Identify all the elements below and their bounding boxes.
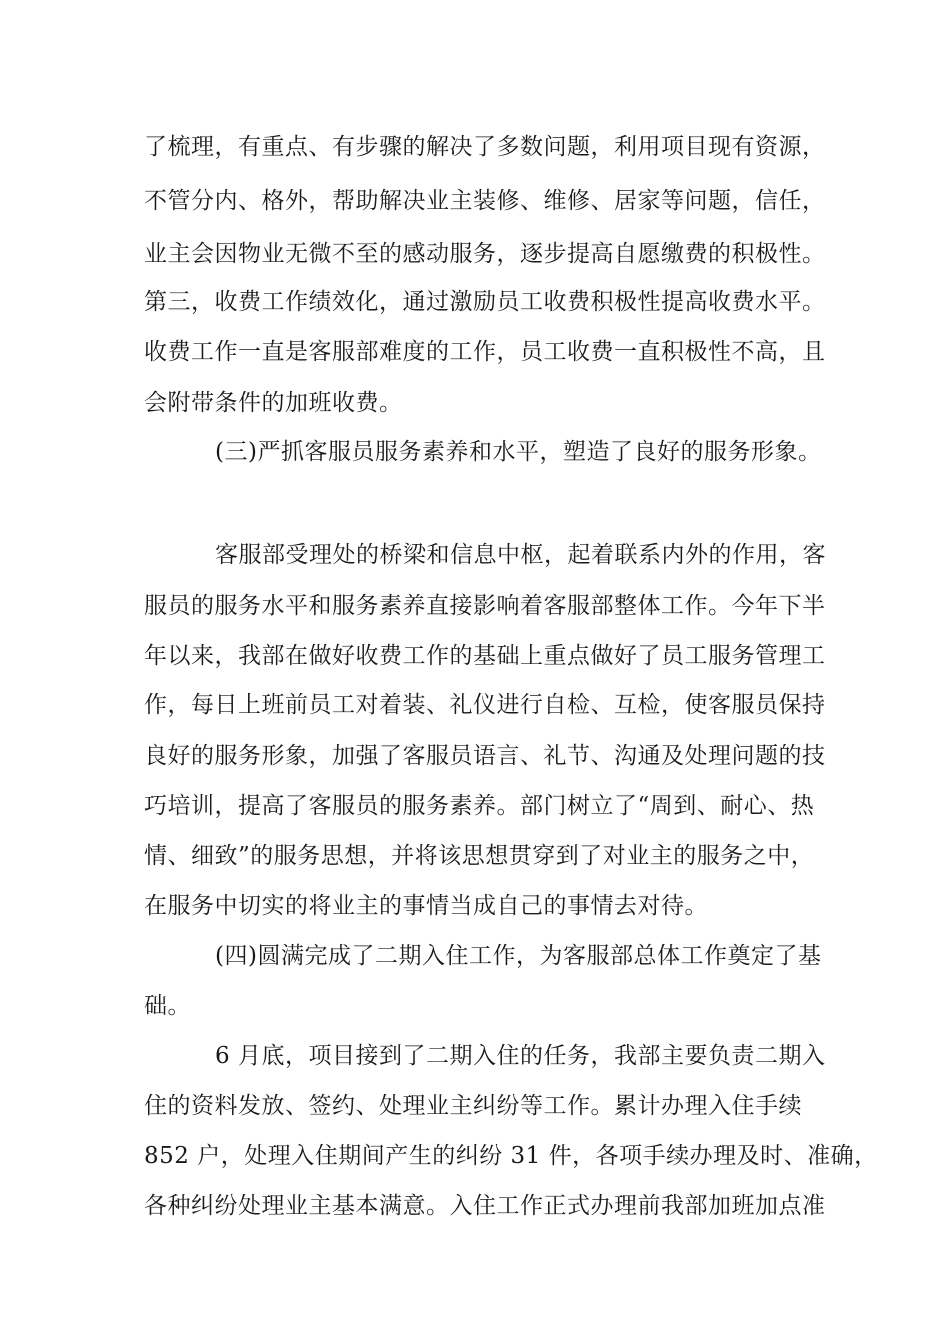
- paragraph-line: 不管分内、格外，帮助解决业主装修、维修、居家等问题，信任，: [144, 188, 826, 214]
- paragraph-line: 良好的服务形象，加强了客服员语言、礼节、沟通及处理问题的技: [144, 743, 826, 769]
- paragraph-line: 收费工作一直是客服部难度的工作，员工收费一直积极性不高，且: [144, 339, 826, 365]
- paragraph-line: 业主会因物业无微不至的感动服务，逐步提高自愿缴费的积极性。: [144, 241, 826, 267]
- paragraph-line: 情、细致”的服务思想，并将该思想贯穿到了对业主的服务之中，: [144, 843, 815, 869]
- paragraph-line: 作，每日上班前员工对着装、礼仪进行自检、互检，使客服员保持: [144, 692, 826, 718]
- paragraph-line: 各种纠纷处理业主基本满意。入住工作正式办理前我部加班加点准: [144, 1193, 826, 1219]
- paragraph-line: 会附带条件的加班收费。: [144, 390, 403, 416]
- paragraph-line: 第三，收费工作绩效化，通过激励员工收费积极性提高收费水平。: [144, 289, 826, 315]
- paragraph-line: 服员的服务水平和服务素养直接影响着客服部整体工作。今年下半: [144, 593, 826, 619]
- section-heading: (三)严抓客服员服务素养和水平，塑造了良好的服务形象。: [215, 439, 822, 465]
- paragraph-line: 852 户，处理入住期间产生的纠纷 31 件，各项手续办理及时、准确，: [144, 1143, 878, 1169]
- paragraph-line: 年以来，我部在做好收费工作的基础上重点做好了员工服务管理工: [144, 643, 826, 669]
- section-heading: (四)圆满完成了二期入住工作，为客服部总体工作奠定了基: [215, 943, 822, 969]
- paragraph-line: 巧培训，提高了客服员的服务素养。部门树立了“周到、耐心、热: [144, 793, 815, 819]
- paragraph-line: 在服务中切实的将业主的事情当成自己的事情去对待。: [144, 893, 708, 919]
- paragraph-line: 客服部受理处的桥梁和信息中枢，起着联系内外的作用，客: [215, 542, 826, 568]
- paragraph-line: 住的资料发放、签约、处理业主纠纷等工作。累计办理入住手续: [144, 1093, 802, 1119]
- section-heading-continuation: 础。: [144, 993, 191, 1019]
- paragraph-line: 了梳理，有重点、有步骤的解决了多数问题，利用项目现有资源，: [144, 134, 826, 160]
- paragraph-line: 6 月底，项目接到了二期入住的任务，我部主要负责二期入: [215, 1043, 826, 1069]
